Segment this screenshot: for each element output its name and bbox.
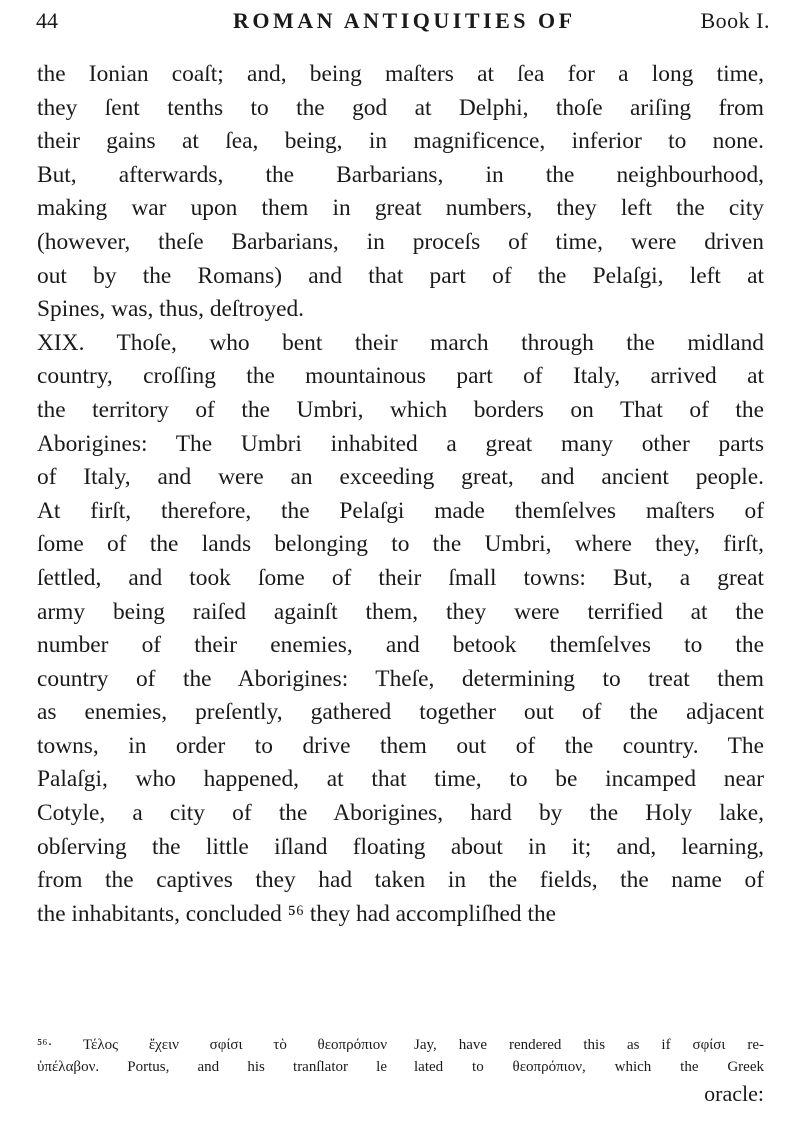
page-number: 44 [36, 8, 58, 33]
footnote-column-right [414, 1034, 764, 1078]
text-line: the Ionian coaſt; and, being maſters at ſea for a long time, [37, 61, 764, 87]
text-line: the territory of the Umbri, which borders on That of the [37, 396, 764, 423]
text-line: towns, in order to drive them out of the country. The [37, 732, 764, 759]
footnote-line: lated to θεοπρόπιον, which the Greek [414, 1059, 764, 1075]
text-line: XIX. Thoſe, who bent their march through the midland [37, 329, 764, 356]
text-line: Spines, was, thus, deſtroyed. [37, 296, 305, 323]
text-line: ſome of the lands belonging to the Umbri, where they, firſt, [37, 531, 764, 558]
footnote-line: Jay, have rendered this as if σφίσι re- [414, 1037, 764, 1053]
footnote-column-left [37, 1034, 387, 1078]
footnote-line: ⁵⁶· Τέλος ἔχειν σφίσι τὸ θεοπρόπιον [37, 1037, 387, 1053]
text-line: making war upon them in great numbers, they left the city [37, 195, 764, 222]
text-line: the inhabitants, concluded ⁵⁶ they had accompliſhed the [37, 900, 557, 927]
page-header [36, 8, 770, 44]
text-line: country of the Aborigines: Theſe, determining to treat them [37, 665, 764, 692]
text-line: country, croſſing the mountainous part of Italy, arrived at [37, 363, 764, 390]
text-line: their gains at ſea, being, in magnificence, inferior to none. [37, 128, 764, 155]
text-line: ſettled, and took ſome of their ſmall towns: But, a great [37, 564, 764, 591]
running-head: ROMAN ANTIQUITIES OF [232, 8, 576, 33]
body-text [37, 58, 764, 931]
text-line: (however, theſe Barbarians, in proceſs of time, were driven [37, 228, 764, 255]
text-line: At firſt, therefore, the Pelaſgi made themſelves maſters of [37, 497, 764, 524]
text-line: as enemies, preſently, gathered together out of the adjacent [37, 699, 764, 726]
text-line: army being raiſed againſt them, they were terrified at the [37, 598, 764, 625]
text-line: of Italy, and were an exceeding great, and ancient people. [37, 464, 764, 491]
footnote-line: ὑπέλαβον. Portus, and his tranſlator le [37, 1059, 387, 1075]
catchword: oracle: [704, 1081, 764, 1106]
text-line: Cotyle, a city of the Aborigines, hard by the Holy lake, [37, 800, 764, 827]
text-line: But, afterwards, the Barbarians, in the neighbourhood, [37, 161, 764, 188]
text-line: Palaſgi, who happened, at that time, to be incamped near [37, 766, 764, 793]
text-line: from the captives they had taken in the fields, the name of [37, 867, 764, 894]
text-line: out by the Romans) and that part of the Pelaſgi, left at [37, 262, 764, 289]
footnotes [37, 1034, 764, 1078]
book-label: Book I. [700, 8, 770, 33]
text-line: Aborigines: The Umbri inhabited a great many other parts [37, 430, 764, 457]
text-line: they ſent tenths to the god at Delphi, thoſe ariſing from [37, 94, 764, 121]
text-line: number of their enemies, and betook themſelves to the [37, 632, 764, 659]
text-line: obſerving the little iſland floating about in it; and, learning, [37, 833, 764, 860]
